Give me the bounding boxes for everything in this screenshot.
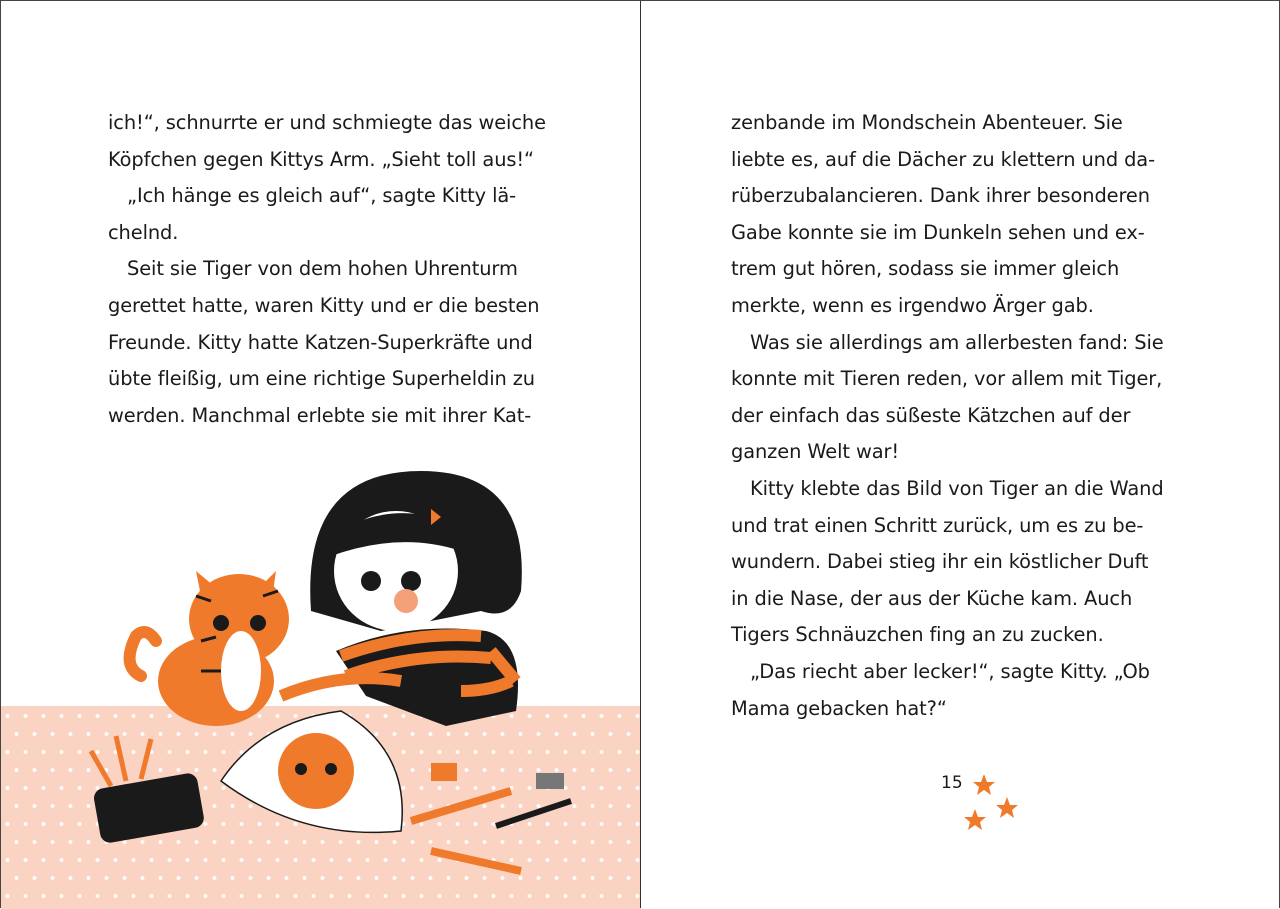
text-line: werden. Manchmal erlebte sie mit ihrer Kat- bbox=[108, 403, 532, 427]
text-line: wundern. Dabei stieg ihr ein köstlicher Duft bbox=[731, 550, 1149, 574]
text-line: Tigers Schnäuzchen fing an zu zucken. bbox=[731, 623, 1104, 647]
text-line: Köpfchen gegen Kittys Arm. „Sieht toll aus!“ bbox=[108, 147, 534, 171]
text-line: Freunde. Kitty hatte Katzen-Superkräfte und bbox=[108, 330, 533, 354]
text-line: Mama gebacken hat?“ bbox=[731, 696, 947, 720]
text-line: ganzen Welt war! bbox=[731, 440, 900, 464]
page-number: 15 bbox=[941, 773, 963, 793]
star-icon bbox=[964, 809, 986, 830]
drawn-tiger bbox=[278, 733, 354, 809]
right-page bbox=[640, 0, 1280, 908]
text-line: Was sie allerdings am allerbesten fand: Sie bbox=[750, 330, 1164, 354]
text-line: übte fleißig, um eine richtige Superheldin zu bbox=[108, 367, 535, 391]
text-line: und trat einen Schritt zurück, um es zu be- bbox=[731, 513, 1144, 537]
text-line: in die Nase, der aus der Küche kam. Auch bbox=[731, 586, 1133, 610]
star-icon-decoration bbox=[961, 769, 1021, 839]
text-line: ich!“, schnurrte er und schmiegte das weiche bbox=[108, 111, 546, 134]
text-line: rüberzubalancieren. Dank ihrer besonderen bbox=[731, 184, 1150, 208]
text-line: „Das riecht aber lecker!“, sagte Kitty. „Ob bbox=[750, 659, 1150, 683]
text-line: konnte mit Tieren reden, vor allem mit Tiger, bbox=[731, 367, 1163, 391]
text-line: Gabe konnte sie im Dunkeln sehen und ex- bbox=[731, 220, 1145, 244]
illustration-kitty-drawing-tiger bbox=[1, 461, 641, 909]
text-line: trem gut hören, sodass sie immer gleich bbox=[731, 257, 1120, 281]
left-page bbox=[0, 0, 640, 908]
sharpener bbox=[431, 763, 457, 781]
text-line: „Ich hänge es gleich auf“, sagte Kitty lä- bbox=[127, 184, 517, 208]
text-line: zenbande im Mondschein Abenteuer. Sie bbox=[731, 111, 1123, 134]
text-line: merkte, wenn es irgendwo Ärger gab. bbox=[731, 293, 1094, 317]
eraser bbox=[536, 773, 564, 789]
text-line: Seit sie Tiger von dem hohen Uhrenturm bbox=[127, 257, 518, 281]
star-icon bbox=[996, 797, 1018, 818]
text-line: Kitty klebte das Bild von Tiger an die Wand bbox=[750, 476, 1164, 500]
right-page-text bbox=[731, 105, 1164, 727]
text-line: der einfach das süßeste Kätzchen auf der bbox=[731, 403, 1131, 427]
text-line: chelnd. bbox=[108, 220, 179, 244]
text-line: liebte es, auf die Dächer zu klettern und da- bbox=[731, 147, 1155, 171]
tiger-cat bbox=[130, 571, 289, 726]
girl-kitty bbox=[281, 471, 522, 726]
star-icon bbox=[973, 774, 995, 795]
text-line: gerettet hatte, waren Kitty und er die besten bbox=[108, 293, 540, 317]
left-page-text bbox=[108, 105, 546, 434]
